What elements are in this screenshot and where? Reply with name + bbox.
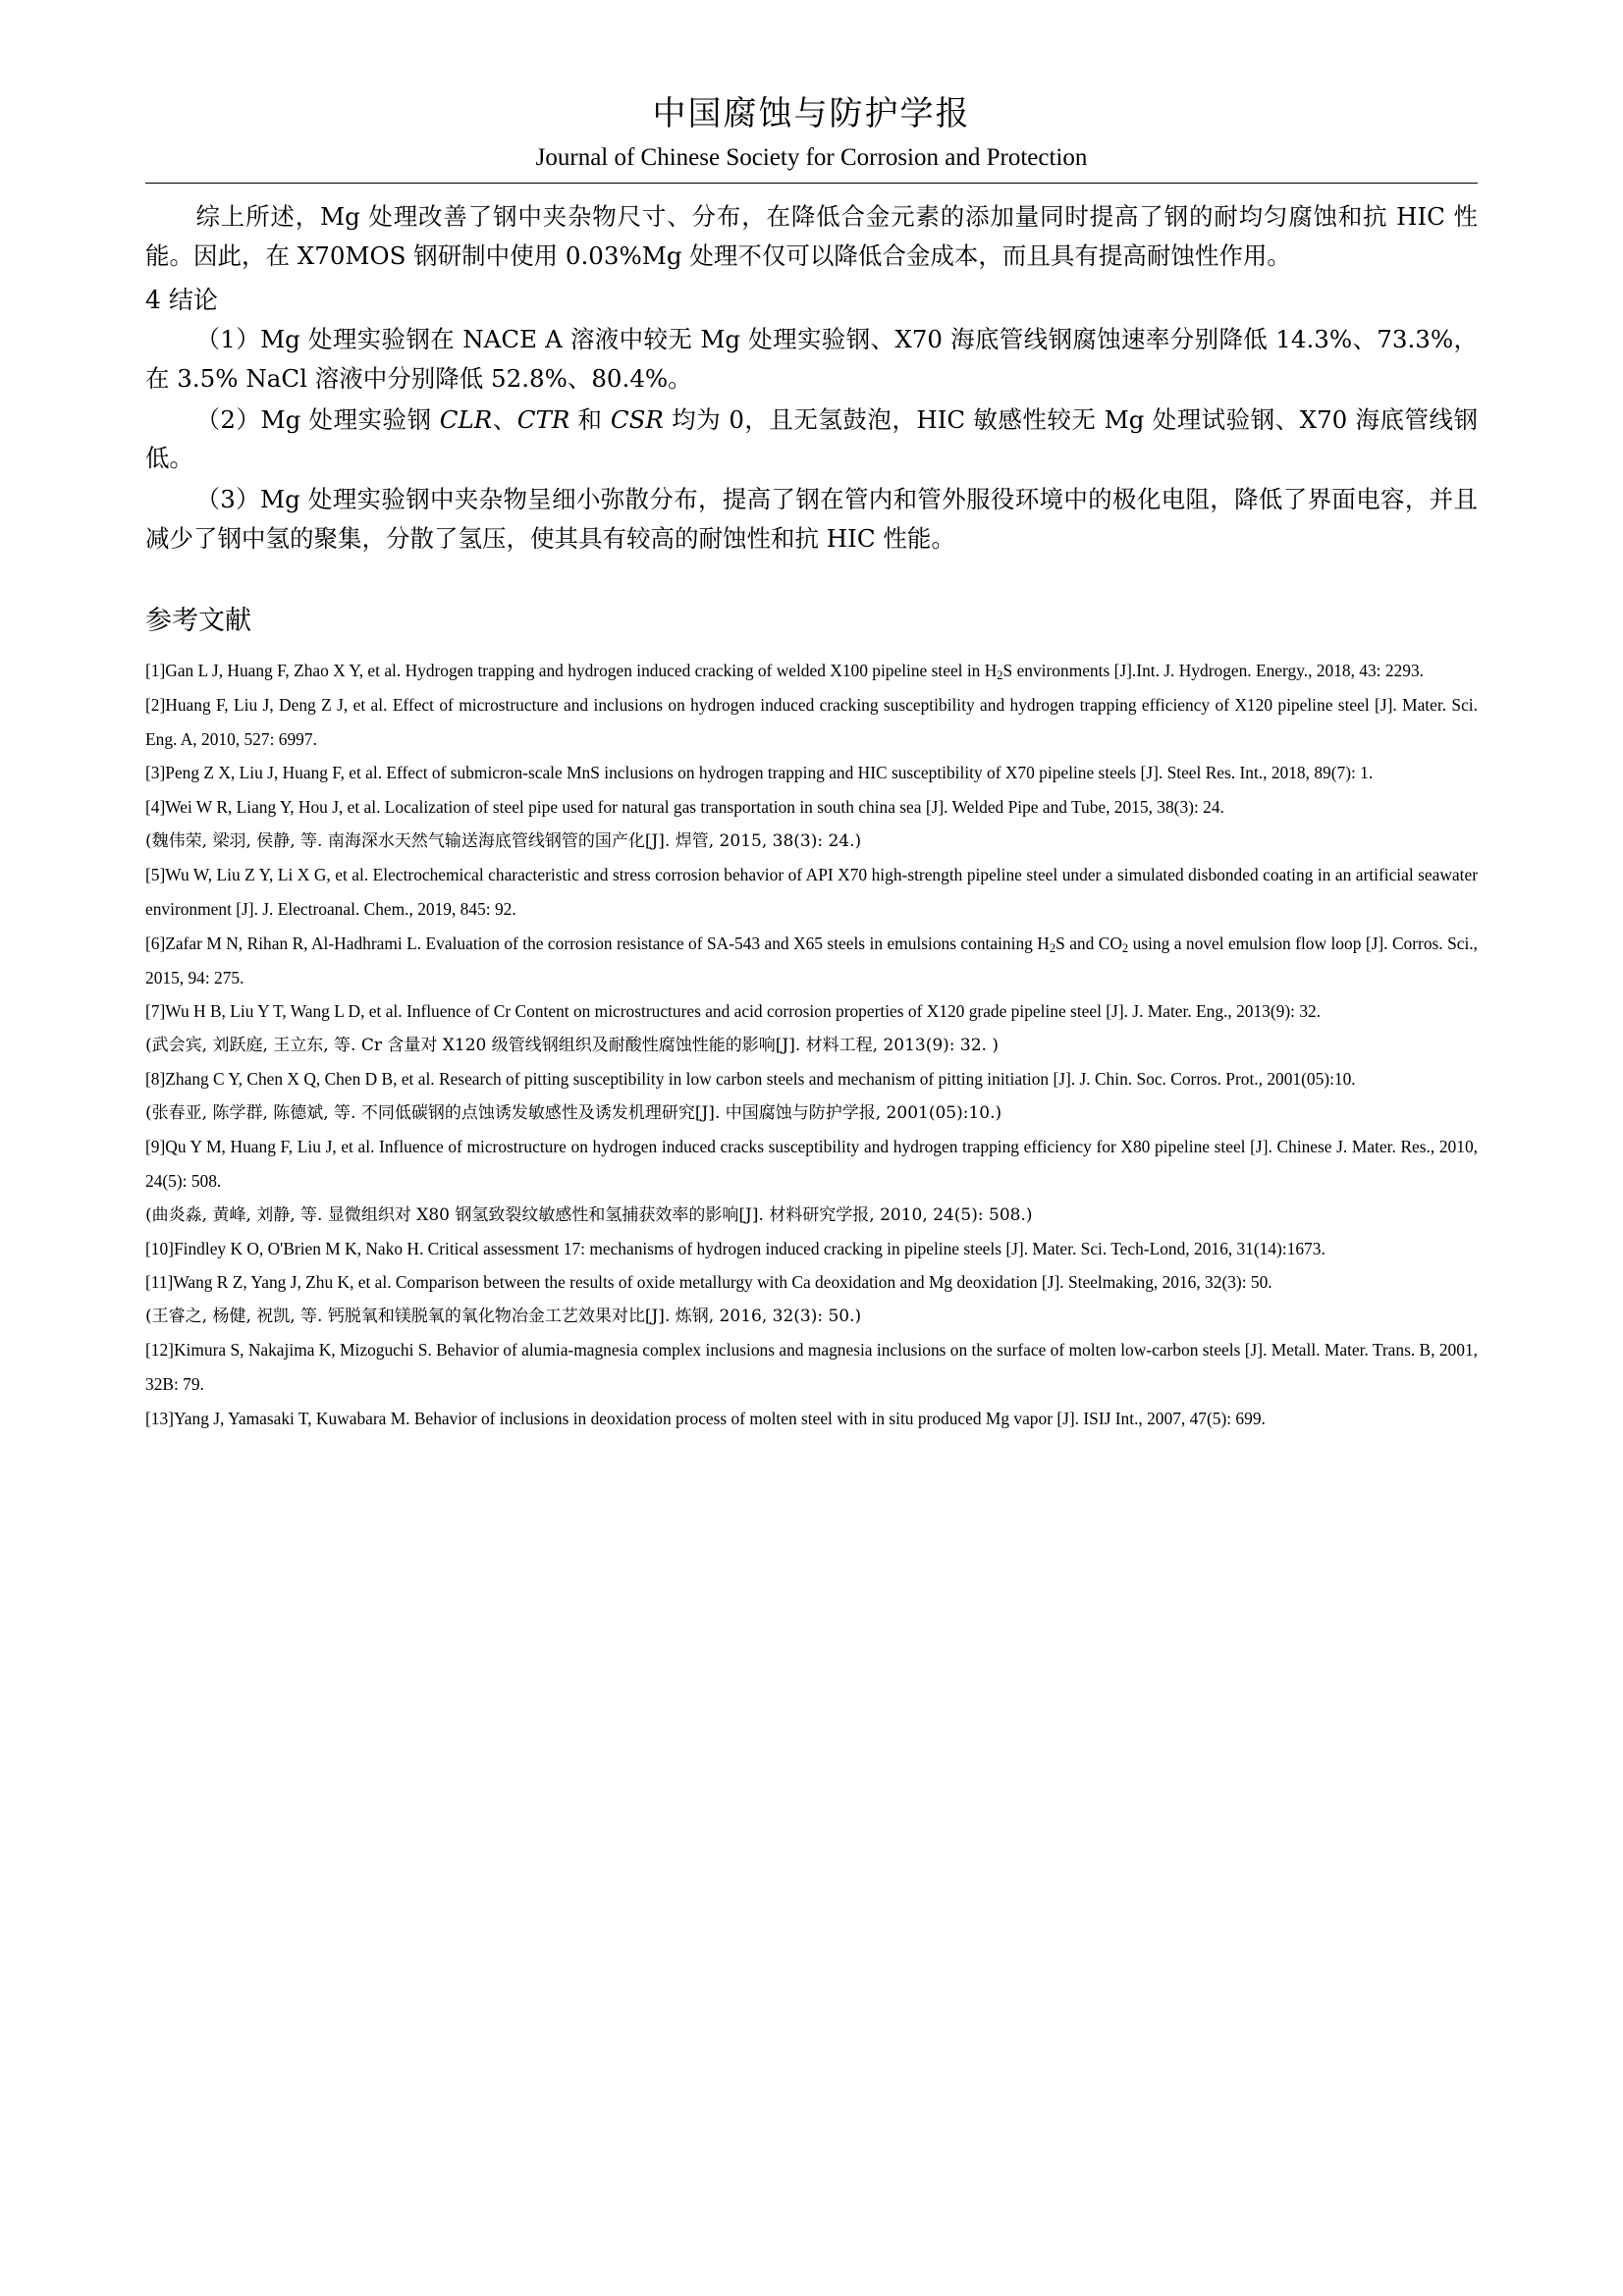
- symbol-ctr: CTR: [516, 404, 570, 434]
- reference-item: [13]Yang J, Yamasaki T, Kuwabara M. Behavior of inclusions in deoxidation process of molten steel with in situ produced Mg vapor [J]. ISIJ Int., 2007, 47(5): 699.: [145, 1408, 1266, 1428]
- conclusion-2-post: 均为 0，且无氢鼓泡，HIC 敏感性较无 Mg 处理试验钢、X70 海底管线钢低。: [145, 404, 1478, 473]
- paragraph-summary: 综上所述，Mg 处理改善了钢中夹杂物尺寸、分布，在降低合金元素的添加量同时提高了钢的耐均匀腐蚀和抗 HIC 性能。因此，在 X70MOS 钢研制中使用 0.03%Mg 处理不仅可以降低合金成本，而且具有提高耐蚀性作用。: [145, 202, 1478, 270]
- subscript: 2: [1049, 940, 1056, 955]
- reference-item: [5]Wu W, Liu Z Y, Li X G, et al. Electrochemical characteristic and stress corrosion behavior of API X70 high-strength pipeline steel under a simulated disbonded coating in an artificial seawater environment [J]. J. Electroanal. Chem., 2019, 845: 92.: [145, 865, 1478, 919]
- reference-text-mid: S and CO: [1055, 933, 1122, 953]
- reference-item: [10]Findley K O, O'Brien M K, Nako H. Critical assessment 17: mechanisms of hydrogen induced cracking in pipeline steels [J]. Mater. Sci. Tech-Lond, 2016, 31(14):1673.: [145, 1238, 1325, 1258]
- reference-text-cont: using a novel emulsion flow loop [J]. Corros. Sci., 2015, 94: 275.: [145, 933, 1479, 988]
- reference-item: [11]Wang R Z, Yang J, Zhu K, et al. Comparison between the results of oxide metallurgy with Ca deoxidation and Mg deoxidation [J]. Steelmaking, 2016, 32(3): 50.: [145, 1272, 1272, 1293]
- header-divider: [145, 183, 1478, 184]
- conclusion-item-1: （1）Mg 处理实验钢在 NACE A 溶液中较无 Mg 处理实验钢、X70 海底管线钢腐蚀速率分别降低 14.3%、73.3%，在 3.5% NaCl 溶液中分别降低 52.8%、80.4%。: [145, 325, 1478, 393]
- conclusion-2-pre: （2）Mg 处理实验钢: [195, 404, 440, 434]
- symbol-clr: CLR: [439, 404, 493, 434]
- reference-item: [8]Zhang C Y, Chen X Q, Chen D B, et al. Research of pitting susceptibility in low carbon steels and mechanism of pitting initiation [J]. J. Chin. Soc. Corros. Prot., 2001(05):10.: [145, 1069, 1356, 1090]
- reference-item-cn: (魏伟荣, 梁羽, 侯静, 等. 南海深水天然气输送海底管线钢管的国产化[J]. 焊管, 2015, 38(3): 24.): [145, 831, 862, 852]
- reference-item-cn: (张春亚, 陈学群, 陈德斌, 等. 不同低碳钢的点蚀诱发敏感性及诱发机理研究[J]. 中国腐蚀与防护学报, 2001(05):10.): [145, 1102, 1002, 1123]
- reference-text-cont: S environments [J].Int. J. Hydrogen. Energy., 2018, 43: 2293.: [1002, 661, 1424, 681]
- references-heading: 参考文献: [145, 606, 251, 637]
- journal-title-cn: 中国腐蚀与防护学报: [652, 94, 971, 133]
- reference-item: [9]Qu Y M, Huang F, Liu J, et al. Influence of microstructure on hydrogen induced cracks susceptibility and hydrogen trapping efficiency for X80 pipeline steel [J]. Chinese J. Mater. Res., 2010, 24(5): 508.: [145, 1136, 1478, 1191]
- conclusion-item-2: [145, 400, 1478, 478]
- reference-item: [4]Wei W R, Liang Y, Hou J, et al. Localization of steel pipe used for natural gas transportation in south china sea [J]. Welded Pipe and Tube, 2015, 38(3): 24.: [145, 797, 1224, 818]
- reference-item: [3]Peng Z X, Liu J, Huang F, et al. Effect of submicron-scale MnS inclusions on hydrogen trapping and HIC susceptibility of X70 pipeline steels [J]. Steel Res. Int., 2018, 89(7): 1.: [145, 763, 1374, 783]
- reference-item: [12]Kimura S, Nakajima K, Mizoguchi S. Behavior of alumia-magnesia complex inclusions and magnesia inclusions on the surface of molten low-carbon steels [J]. Metall. Mater. Trans. B, 2001, 32B: 79.: [145, 1340, 1478, 1395]
- references-list: [145, 654, 1478, 1436]
- masthead: [145, 93, 1478, 174]
- reference-item-cn: (曲炎淼, 黄峰, 刘静, 等. 显微组织对 X80 钢氢致裂纹敏感性和氢捕获效率的影响[J]. 材料研究学报, 2010, 24(5): 508.): [145, 1204, 1033, 1225]
- subscript: 2: [1121, 940, 1129, 955]
- reference-item: [145, 927, 1478, 995]
- journal-title-en: Journal of Chinese Society for Corrosion and Protection: [535, 143, 1088, 171]
- reference-text: [6]Zafar M N, Rihan R, Al-Hadhrami L. Evaluation of the corrosion resistance of SA-543 and X65 steels in emulsions containing H: [145, 933, 1050, 953]
- conclusion-2-mid2: 和: [569, 404, 611, 434]
- reference-item: [7]Wu H B, Liu Y T, Wang L D, et al. Influence of Cr Content on microstructures and acid corrosion properties of X120 grade pipeline steel [J]. J. Mater. Eng., 2013(9): 32.: [145, 1001, 1322, 1022]
- reference-item: [2]Huang F, Liu J, Deng Z J, et al. Effect of microstructure and inclusions on hydrogen induced cracking susceptibility and hydrogen trapping efficiency of X120 pipeline steel [J]. Mater. Sci. Eng. A, 2010, 527: 6997.: [145, 694, 1478, 749]
- subscript: 2: [997, 667, 1003, 682]
- conclusion-item-3: （3）Mg 处理实验钢中夹杂物呈细小弥散分布，提高了钢在管内和管外服役环境中的极化电阻，降低了界面电容，并且减少了钢中氢的聚集，分散了氢压，使其具有较高的耐蚀性和抗 HIC 性能。: [145, 484, 1478, 553]
- reference-text: [1]Gan L J, Huang F, Zhao X Y, et al. Hydrogen trapping and hydrogen induced cracking of welded X100 pipeline steel in H: [145, 661, 998, 681]
- reference-item-cn: (武会宾, 刘跃庭, 王立东, 等. Cr 含量对 X120 级管线钢组织及耐酸性腐蚀性能的影响[J]. 材料工程, 2013(9): 32. ): [145, 1036, 999, 1056]
- section-heading-conclusions: 4 结论: [145, 285, 218, 314]
- symbol-csr: CSR: [610, 404, 664, 434]
- reference-item: [145, 654, 1478, 688]
- conclusion-2-mid1: 、: [492, 404, 517, 434]
- reference-item-cn: (王睿之, 杨健, 祝凯, 等. 钙脱氧和镁脱氧的氧化物冶金工艺效果对比[J]. 炼钢, 2016, 32(3): 50.): [145, 1307, 862, 1327]
